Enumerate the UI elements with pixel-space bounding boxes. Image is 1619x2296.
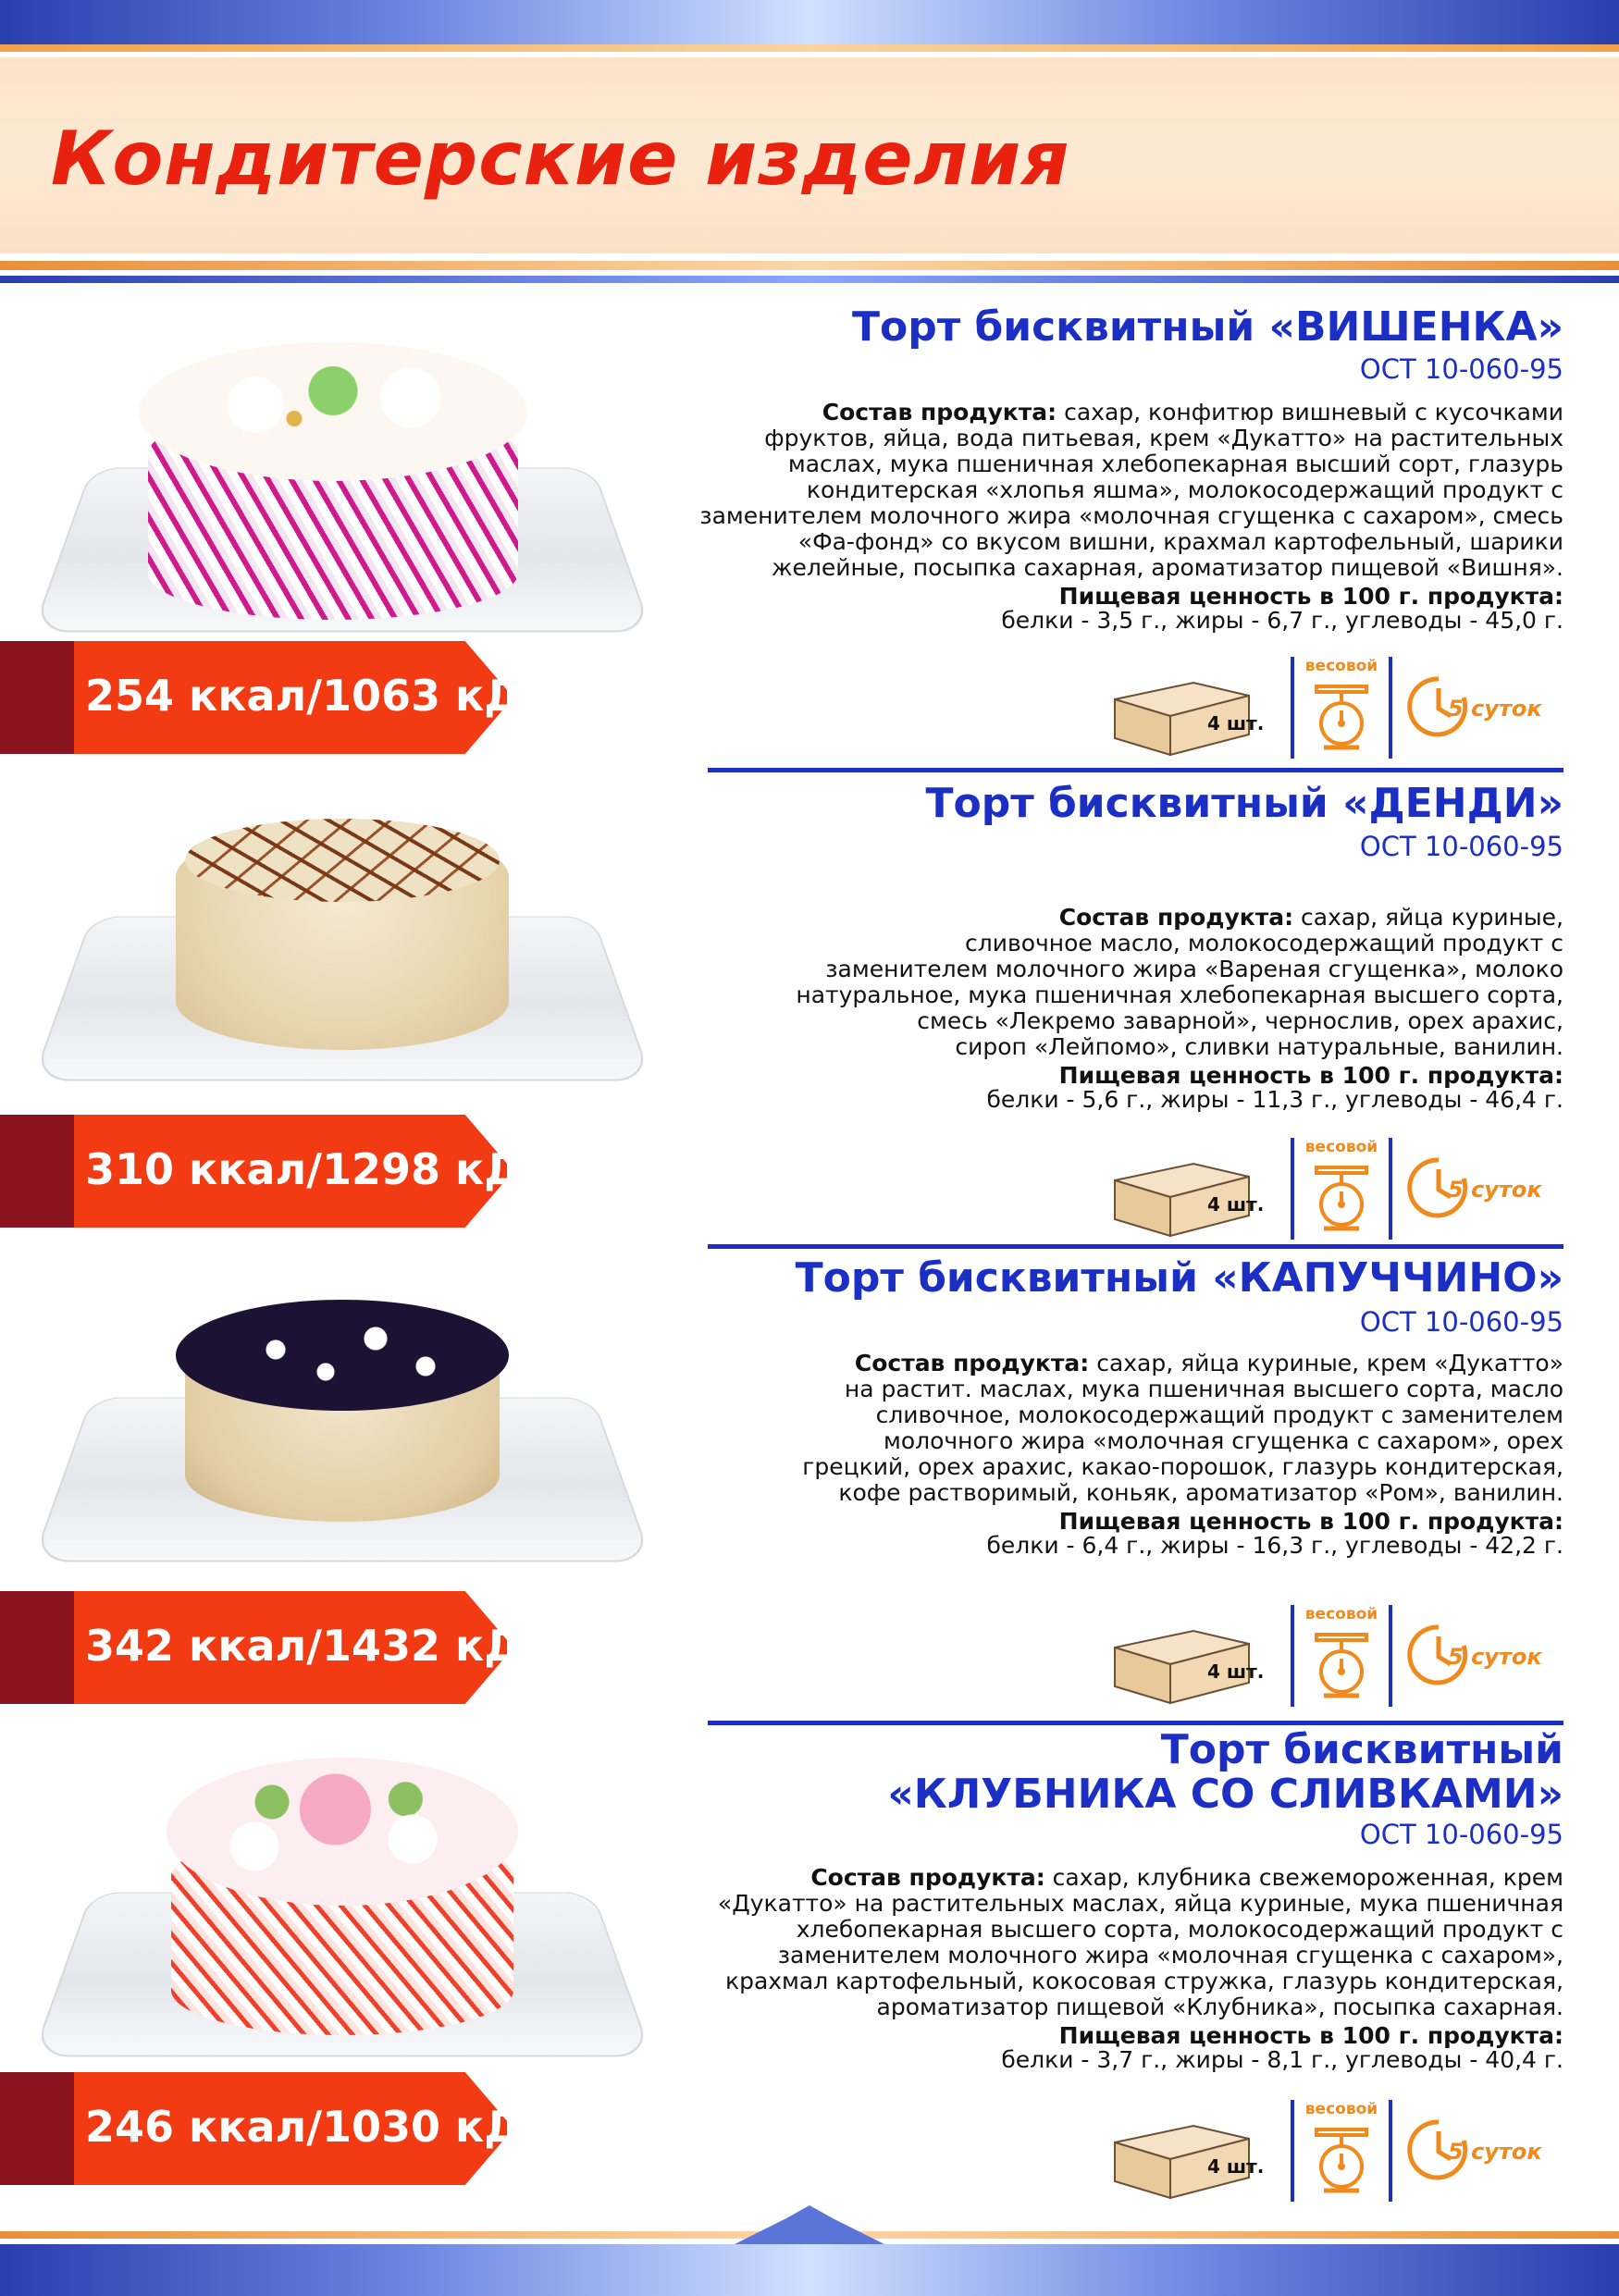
energy-badge xyxy=(0,1591,565,1704)
page-title: Кондитерские изделия xyxy=(51,116,1070,202)
product-title xyxy=(731,1256,1563,1301)
composition-label: Состав продукта: xyxy=(822,399,1057,426)
header-divider xyxy=(0,261,1619,270)
product-standard: ОСТ 10-060-95 xyxy=(1359,1306,1563,1338)
product-divider xyxy=(708,1721,1563,1725)
nutrition-label: Пищевая ценность в 100 г. продукта: xyxy=(1058,583,1563,610)
product-composition: Состав продукта: сахар, яйца куриные, крем «Дукатто» на растит. маслах, мука пшеничная высшего сорта, масло сливочное, молокосодержащий продукт с заменителем молочного жира «молочная сгущенка с сахаром», орех грецкий, орех арахис, какао-порошок, глазурь кондитерская, кофе растворимый, коньяк, ароматизатор «Ром», ванилин. xyxy=(802,1350,1563,1506)
cake-photo xyxy=(65,1281,620,1586)
footer-peak xyxy=(731,2203,888,2246)
pack-count: 4 шт. xyxy=(1207,1193,1265,1216)
pack-count: 4 шт. xyxy=(1207,2155,1265,2178)
product-title-line: Торт бисквитный «КАПУЧЧИНО» xyxy=(795,1254,1563,1302)
energy-value: 254 ккал/1063 кДж xyxy=(85,671,565,721)
shelf-life: 5 суток xyxy=(1448,1644,1542,1670)
cake-photo xyxy=(65,305,620,657)
header-top-stripe xyxy=(0,0,1619,44)
cake-photo xyxy=(65,1758,620,2063)
scale-icon xyxy=(1311,1629,1372,1703)
nutrition-label: Пищевая ценность в 100 г. продукта: xyxy=(1058,1508,1563,1535)
pack-count: 4 шт. xyxy=(1207,712,1265,734)
energy-value: 310 ккал/1298 кДж xyxy=(85,1144,565,1194)
nutrition-values: белки - 3,5 г., жиры - 6,7 г., углеводы - 45,0 г. xyxy=(1001,607,1563,634)
weight-label: весовой xyxy=(1304,657,1378,675)
package-info xyxy=(1106,1605,1568,1707)
package-info xyxy=(1106,2100,1568,2202)
energy-value: 342 ккал/1432 кДж xyxy=(85,1621,565,1671)
product-composition: Состав продукта: сахар, яйца куриные, сливочное масло, молокосодержащий продукт с заменителем молочного жира «Вареная сгущенка», молоко натуральное, мука пшеничная хлебопекарная высшего сорта, смесь «Лекремо заварной», чернослив, орех арахис, сироп «Лейпомо», сливки натуральные, ванилин. xyxy=(796,904,1563,1060)
product-title xyxy=(731,782,1563,826)
weight-label: весовой xyxy=(1304,1138,1378,1156)
product-divider xyxy=(708,1244,1563,1249)
nutrition-values: белки - 3,7 г., жиры - 8,1 г., углеводы - 40,4 г. xyxy=(1001,2046,1563,2073)
product-standard: ОСТ 10-060-95 xyxy=(1359,831,1563,862)
weight-indicator xyxy=(1291,2100,1392,2202)
product-title xyxy=(731,1728,1563,1817)
nutrition-values: белки - 6,4 г., жиры - 16,3 г., углеводы - 42,2 г. xyxy=(986,1532,1563,1559)
nutrition-values: белки - 5,6 г., жиры - 11,3 г., углеводы - 46,4 г. xyxy=(986,1086,1563,1113)
shelf-life: 5 суток xyxy=(1448,1177,1542,1203)
composition-label: Состав продукта: xyxy=(854,1350,1090,1376)
weight-label: весовой xyxy=(1304,2100,1378,2118)
composition-label: Состав продукта: xyxy=(810,1864,1045,1891)
scale-icon xyxy=(1311,681,1372,755)
weight-indicator xyxy=(1291,1138,1392,1240)
product-title xyxy=(731,305,1563,350)
footer-band xyxy=(0,2244,1619,2296)
composition-label: Состав продукта: xyxy=(1058,904,1294,931)
scale-icon xyxy=(1311,1162,1372,1236)
energy-badge xyxy=(0,2072,565,2185)
package-info xyxy=(1106,657,1568,759)
weight-label: весовой xyxy=(1304,1605,1378,1623)
cake-photo xyxy=(65,791,620,1142)
energy-value: 246 ккал/1030 кДж xyxy=(85,2102,565,2152)
product-title-line: «КЛУБНИКА СО СЛИВКАМИ» xyxy=(887,1771,1563,1818)
energy-badge xyxy=(0,1115,565,1228)
product-title-line: Торт бисквитный «ДЕНДИ» xyxy=(925,780,1563,827)
header-divider-blue xyxy=(0,276,1619,283)
shelf-life: 5 суток xyxy=(1448,696,1542,722)
shelf-life: 5 суток xyxy=(1448,2139,1542,2165)
package-info xyxy=(1106,1138,1568,1240)
product-title-line: Торт бисквитный «ВИШЕНКА» xyxy=(851,303,1563,351)
product-composition: Состав продукта: сахар, конфитюр вишневый с кусочками фруктов, яйца, вода питьевая, крем «Дукатто» на растительных маслах, мука пшеничная хлебопекарная высший сорт, глазурь кондитерская «хлопья яшма», молокосодержащий продукт с заменителем молочного жира «молочная сгущенка с сахаром», смесь «Фа-фонд» со вкусом вишни, крахмал картофельный, шарики желейные, посыпка сахарная, ароматизатор пищевой «Вишня». xyxy=(699,399,1563,581)
energy-badge xyxy=(0,641,565,754)
weight-indicator xyxy=(1291,657,1392,759)
product-composition: Состав продукта: сахар, клубника свежемороженная, крем «Дукатто» на растительных маслах, яйца куриные, мука пшеничная хлебопекарная высшего сорта, молокосодержащий продукт с заменителем молочного жира «молочная сгущенка с сахаром», крахмал картофельный, кокосовая стружка, глазурь кондитерская, ароматизатор пищевой «Клубника», посыпка сахарная. xyxy=(717,1864,1563,2020)
nutrition-label: Пищевая ценность в 100 г. продукта: xyxy=(1058,1062,1563,1089)
product-standard: ОСТ 10-060-95 xyxy=(1359,1819,1563,1850)
product-divider xyxy=(708,768,1563,772)
product-title-line: Торт бисквитный xyxy=(1160,1726,1563,1773)
nutrition-label: Пищевая ценность в 100 г. продукта: xyxy=(1058,2022,1563,2049)
scale-icon xyxy=(1311,2124,1372,2198)
product-standard: ОСТ 10-060-95 xyxy=(1359,353,1563,385)
pack-count: 4 шт. xyxy=(1207,1660,1265,1683)
weight-indicator xyxy=(1291,1605,1392,1707)
